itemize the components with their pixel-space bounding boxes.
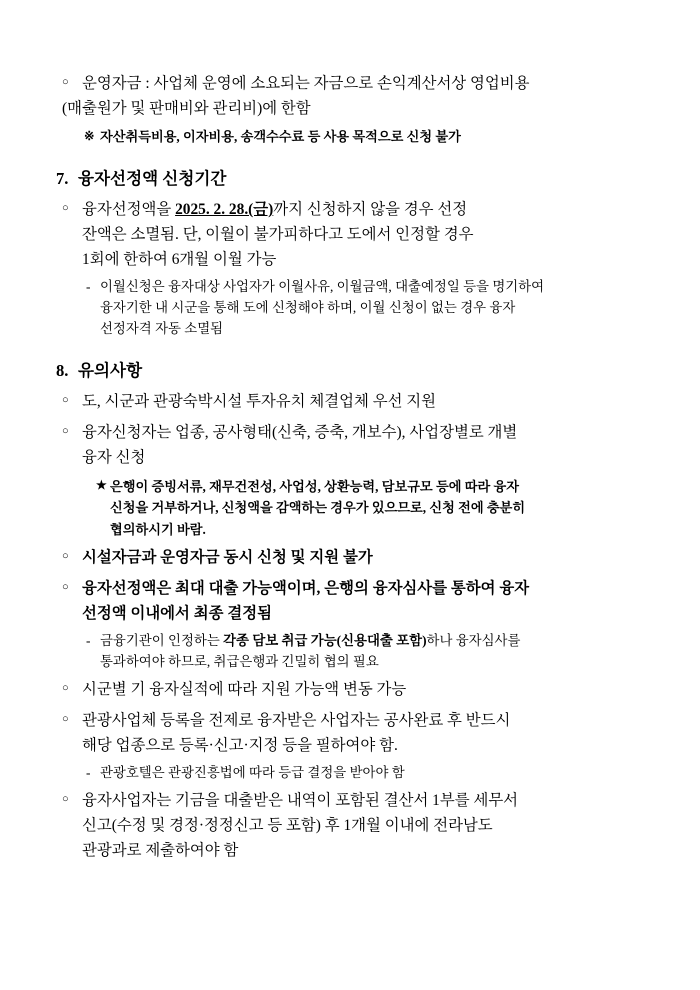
section-heading-7 (48, 167, 654, 192)
circle-bullet-icon: ○ (62, 682, 69, 695)
list-item (48, 390, 654, 415)
list-item-line: 융자선정액은 최대 대출 가능액이며, 은행의 융자심사를 통하여 융자 (82, 580, 530, 598)
star-bullet-icon: ★ (96, 478, 107, 493)
list-item-line: 시군별 기 융자실적에 따라 지원 가능액 변동 가능 (82, 681, 407, 699)
list-item-line: (매출원가 및 판매비와 관리비)에 한함 (62, 99, 311, 117)
list-item-line (82, 198, 654, 223)
sub-list-item (48, 762, 654, 783)
sub-list-line: 통과하여야 하므로, 취급은행과 긴밀히 협의 필요 (100, 654, 379, 670)
circle-bullet-icon: ○ (62, 581, 69, 594)
list-item (48, 72, 654, 122)
sub-list-item (48, 630, 654, 672)
section-title: 융자선정액 신청기간 (78, 169, 227, 189)
sub-list-line: 금융기관이 인정하는 각종 담보 취급 가능(신용대출 포함)하나 융자심사를 (100, 633, 521, 649)
circle-bullet-icon: ○ (62, 550, 69, 563)
list-item-line: 운영자금 : 사업체 운영에 소요되는 자금으로 손익계산서상 영업비용 (82, 75, 530, 92)
list-item (48, 678, 654, 703)
list-item-line: 시설자금과 운영자금 동시 신청 및 지원 불가 (82, 549, 373, 567)
warning-note-line: 은행이 증빙서류, 재무건전성, 사업성, 상환능력, 담보규모 등에 따라 융자 (110, 479, 519, 495)
list-item-line: 관광사업체 등록을 전제로 융자받은 사업자는 공사완료 후 반드시 (82, 712, 511, 730)
list-item (48, 577, 654, 627)
warning-note-line: 신청을 거부하거나, 신청액을 감액하는 경우가 있으므로, 신청 전에 충분히 (110, 500, 526, 516)
list-item-line: 잔액은 소멸됨. 단, 이월이 불가피하다고 도에서 인정할 경우 (82, 225, 474, 243)
list-item-line: 도, 시군과 관광숙박시설 투자유치 체결업체 우선 지원 (82, 393, 437, 411)
circle-bullet-icon: ○ (62, 201, 69, 214)
list-item-line: 융자사업자는 기금을 대출받은 내역이 포함된 결산서 1부를 세무서 (82, 792, 519, 810)
sub-list-line: 이월신청은 융자대상 사업자가 이월사유, 이월금액, 대출예정일 등을 명기하여 (100, 278, 545, 294)
list-item-line: 신고(수정 및 경정·정정신고 등 포함) 후 1개월 이내에 전라남도 (82, 817, 493, 835)
circle-bullet-icon: ○ (62, 793, 69, 806)
list-item (48, 198, 654, 273)
sub-list-line: 선정자격 자동 소멸됨 (100, 321, 224, 337)
warning-note (48, 476, 654, 540)
section-title: 유의사항 (78, 361, 143, 381)
circle-bullet-icon: ○ (62, 76, 69, 88)
warning-note-line: 협의하시기 바람. (110, 521, 206, 537)
sub-list-item (48, 276, 654, 340)
circle-bullet-icon: ○ (62, 713, 69, 726)
note-line: 자산취득비용, 이자비용, 송객수수료 등 사용 목적으로 신청 불가 (100, 128, 461, 144)
note-item (48, 126, 654, 147)
note-marker-icon: ※ (84, 128, 95, 143)
list-item-line: 1회에 한하여 6개월 이월 가능 (82, 250, 277, 268)
list-item (48, 421, 654, 471)
list-item (48, 789, 654, 864)
section-number: 8. (56, 361, 69, 381)
list-item (48, 546, 654, 571)
list-item-line: 융자신청자는 업종, 공사형태(신축, 증축, 개보수), 사업장별로 개별 (82, 424, 518, 442)
list-item-text: 융자선정액을 2025. 2. 28.(금)까지 신청하지 않을 경우 선정 (82, 200, 468, 218)
sub-list-line: 융자기한 내 시군을 통해 도에 신청해야 하며, 이월 신청이 없는 경우 융자 (100, 299, 516, 315)
dash-bullet-icon: - (86, 633, 91, 649)
list-item (48, 709, 654, 759)
list-item-line: 선정액 이내에서 최종 결정됨 (82, 605, 272, 623)
list-item-line: 해당 업종으로 등록·신고·지정 등을 필하여야 함. (82, 737, 398, 755)
section-number: 7. (56, 169, 69, 189)
section-heading-8 (48, 359, 654, 384)
circle-bullet-icon: ○ (62, 394, 69, 407)
dash-bullet-icon: - (86, 765, 91, 781)
list-item-line: 관광과로 제출하여야 함 (82, 842, 239, 860)
circle-bullet-icon: ○ (62, 425, 69, 438)
sub-list-line: 관광호텔은 관광진흥법에 따라 등급 결정을 받아야 함 (100, 765, 405, 781)
dash-bullet-icon: - (86, 278, 91, 294)
list-item-line: 융자 신청 (82, 449, 146, 467)
